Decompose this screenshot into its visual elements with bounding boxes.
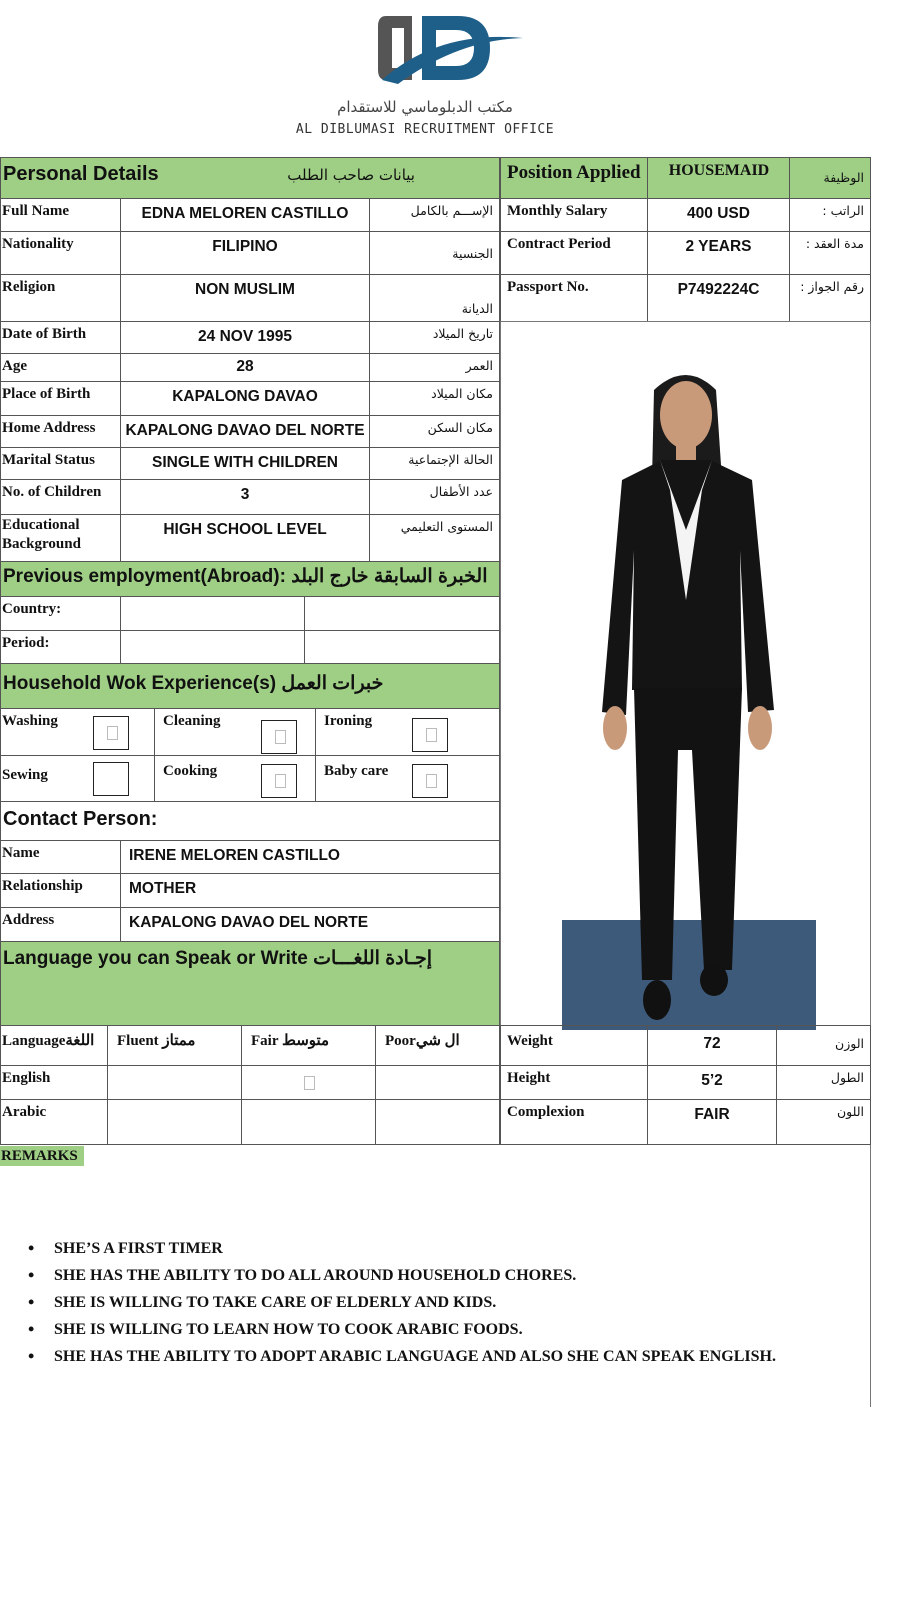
remark-item: • SHE’S A FIRST TIMER [28,1240,868,1267]
complexion-ar-cell [776,1099,871,1145]
children-value-cell [120,479,370,515]
lang-col-fair-cell [241,1025,376,1066]
age-value-cell [120,353,370,382]
previous-employment-title: Previous employment(Abroad): الخبرة السابقة خارج البلد [3,566,488,587]
country-value-cell [120,596,305,631]
nationality-label-cell [0,231,121,275]
age-label-cell [0,353,121,382]
contract-ar: مدة العقد : [805,236,864,251]
contact-name-value: IRENE MELOREN CASTILLO [129,847,340,864]
pob-value-cell [120,381,370,416]
position-value: HOUSEMAID [668,162,770,179]
children-ar: عدد الأطفال [429,484,493,499]
contact-relationship-value: MOTHER [129,880,197,897]
country-extra-cell [304,596,500,631]
full-name-value: EDNA MELOREN CASTILLO [141,205,349,222]
office-name-en: AL DIBLUMASI RECRUITMENT OFFICE [295,122,555,137]
age-label: Age [2,358,27,374]
children-ar-cell [369,479,500,515]
religion-label: Religion [2,279,56,295]
office-logo [378,10,523,86]
complexion-label-cell [500,1099,648,1145]
salary-ar-cell [789,198,871,232]
baby-care-checkbox[interactable] [412,764,448,798]
passport-ar-cell [789,274,871,322]
lang-col-fair: Fair متوسط [251,1033,330,1049]
height-label-cell [500,1065,648,1100]
pob-label: Place of Birth [2,386,91,402]
religion-ar: الديانة [461,301,493,316]
ironing-checkbox[interactable] [412,718,448,752]
height-value-cell [647,1065,777,1100]
marital-status-value-cell [120,447,370,480]
education-ar-cell [369,514,500,562]
height-ar-cell [776,1065,871,1100]
dob-label-cell [0,321,121,354]
lang-english-fair [241,1065,376,1100]
passport-label-cell [500,274,648,322]
lang-english-fluent [107,1065,242,1100]
contact-name-label: Name [2,845,40,861]
contact-address-value-cell [120,907,500,942]
washing-label: Washing [2,713,58,729]
language-title: Language you can Speak or Write إجـادة اللغـــات [3,948,433,969]
nationality-ar-cell [369,231,500,275]
lang-arabic-fluent [107,1099,242,1145]
passport-label: Passport No. [507,279,589,295]
dob-value-cell [120,321,370,354]
contract-label: Contract Period [507,236,611,252]
marital-status-label-cell [0,447,121,480]
personal-details-title: Personal Details [3,163,159,185]
lang-arabic-cell [0,1099,108,1145]
country-label: Country: [2,601,62,617]
marital-status-ar: الحالة الإجتماعية [408,452,493,467]
country-label-cell [0,596,121,631]
education-label-cell [0,514,121,562]
education-label: Educational Background [2,517,81,552]
remarks-title: REMARKS [1,1148,78,1164]
contact-address-label: Address [2,912,55,928]
salary-value: 400 USD [687,205,750,222]
remarks-right-border [870,1145,871,1407]
contact-title: Contact Person: [3,808,158,830]
baby-care-label: Baby care [324,763,389,779]
full-name-value-cell [120,198,370,232]
baby-care-cell [315,755,500,802]
pob-label-cell [0,381,121,416]
contact-address-label-cell [0,907,121,942]
contact-name-label-cell [0,840,121,874]
washing-cell [0,708,155,756]
position-applied-label: Position Applied [507,162,641,183]
contract-value: 2 YEARS [685,238,752,255]
nationality-value-cell [120,231,370,275]
salary-label: Monthly Salary [507,203,608,219]
home-address-value: KAPALONG DAVAO DEL NORTE [125,422,365,439]
full-name-label: Full Name [2,203,70,219]
contract-ar-cell [789,231,871,275]
lang-english-poor [375,1065,500,1100]
height-label: Height [507,1070,551,1086]
lang-english-label: English [2,1070,51,1086]
home-address-ar-cell [369,415,500,448]
personal-details-header [0,157,500,199]
pob-value: KAPALONG DAVAO [172,388,318,405]
contact-relationship-label: Relationship [2,878,83,894]
sewing-checkbox[interactable] [93,762,129,796]
children-label: No. of Children [2,484,102,500]
cooking-checkbox[interactable] [261,764,297,798]
office-name-ar: مكتب الدبلوماسي للاستقدام [337,98,513,116]
contract-value-cell [647,231,790,275]
lang-col-poor: Poorال شي [385,1033,460,1049]
weight-ar: الوزن [835,1036,864,1051]
lang-english-cell [0,1065,108,1100]
height-ar: الطول [830,1070,864,1085]
weight-value: 72 [703,1035,721,1052]
position-applied-label-cell [500,157,648,199]
home-address-label: Home Address [2,420,96,436]
complexion-value: FAIR [694,1106,730,1123]
household-header [0,663,500,709]
complexion-label: Complexion [507,1104,585,1120]
lang-arabic-label: Arabic [2,1104,47,1120]
passport-value: P7492224C [677,281,760,298]
children-label-cell [0,479,121,515]
position-value-cell [647,157,790,199]
contact-name-value-cell [120,840,500,874]
marital-status-value: SINGLE WITH CHILDREN [152,454,338,471]
pob-ar: مكان الميلاد [431,386,493,401]
dob-ar: تاريخ الميلاد [432,326,493,341]
home-address-label-cell [0,415,121,448]
cleaning-checkbox[interactable] [261,720,297,754]
weight-ar-cell [776,1025,871,1066]
education-ar: المستوى التعليمي [400,519,493,534]
period-label-cell [0,630,121,664]
weight-label: Weight [507,1033,553,1049]
lang-arabic-fair [241,1099,376,1145]
marital-status-ar-cell [369,447,500,480]
religion-value: NON MUSLIM [195,281,295,298]
complexion-value-cell [647,1099,777,1145]
passport-value-cell [647,274,790,322]
applicant-photo [502,330,870,1030]
education-value: HIGH SCHOOL LEVEL [163,521,327,538]
remark-item: • SHE IS WILLING TO LEARN HOW TO COOK ARABIC FOODS. [28,1321,868,1348]
passport-ar: رقم الجواز : [800,279,864,294]
nationality-value: FILIPINO [212,238,278,255]
weight-value-cell [647,1025,777,1066]
household-title: Household Wok Experience(s) خبرات العمل [3,673,384,694]
nationality-ar: الجنسية [452,246,493,261]
cleaning-label: Cleaning [163,713,221,729]
sewing-cell [0,755,155,802]
full-name-ar-cell [369,198,500,232]
contact-header [0,801,500,841]
full-name-ar: الإســـم بالكامل [410,203,493,218]
cooking-label: Cooking [163,763,218,779]
period-extra-cell [304,630,500,664]
lang-col-fluent: Fluent ممتاز [117,1033,196,1049]
washing-checkbox[interactable] [93,716,129,750]
contact-relationship-label-cell [0,873,121,908]
nationality-label: Nationality [2,236,74,252]
position-ar-cell [789,157,871,199]
education-value-cell [120,514,370,562]
language-header [0,941,500,1026]
lang-english-fair-checkbox[interactable] [304,1076,315,1090]
contract-label-cell [500,231,648,275]
age-value: 28 [236,358,254,375]
religion-value-cell [120,274,370,322]
marital-status-label: Marital Status [2,452,95,468]
ironing-cell [315,708,500,756]
lang-arabic-poor [375,1099,500,1145]
age-ar-cell [369,353,500,382]
salary-label-cell [500,198,648,232]
dob-label: Date of Birth [2,326,87,342]
salary-value-cell [647,198,790,232]
religion-ar-cell [369,274,500,322]
sewing-label: Sewing [2,767,48,783]
remark-item: • SHE IS WILLING TO TAKE CARE OF ELDERLY AND KIDS. [28,1294,868,1321]
home-address-ar: مكان السكن [427,420,493,435]
remarks-list [28,1240,868,1375]
lang-col-language-cell [0,1025,108,1066]
contact-address-value: KAPALONG DAVAO DEL NORTE [129,914,369,931]
remark-item: • SHE HAS THE ABILITY TO ADOPT ARABIC LANGUAGE AND ALSO SHE CAN SPEAK ENGLISH. [28,1348,868,1375]
religion-label-cell [0,274,121,322]
children-value: 3 [240,486,250,503]
period-value-cell [120,630,305,664]
ironing-label: Ironing [324,713,373,729]
lang-col-language: Languageاللغة [2,1033,95,1049]
lang-col-poor-cell [375,1025,500,1066]
previous-employment-header [0,561,500,597]
complexion-ar: اللون [836,1104,864,1119]
salary-ar: الراتب : [822,203,864,218]
personal-details-title-ar: بيانات صاحب الطلب [287,166,415,184]
pob-ar-cell [369,381,500,416]
home-address-value-cell [120,415,370,448]
weight-label-cell [500,1025,648,1066]
dob-ar-cell [369,321,500,354]
remarks-header [0,1146,84,1166]
height-value: 5’2 [701,1072,723,1089]
period-label: Period: [2,635,50,651]
contact-relationship-value-cell [120,873,500,908]
dob-value: 24 NOV 1995 [198,328,292,345]
lang-col-fluent-cell [107,1025,242,1066]
position-ar: الوظيفة [823,170,864,185]
full-name-label-cell [0,198,121,232]
age-ar: العمر [465,358,493,373]
remark-item: • SHE HAS THE ABILITY TO DO ALL AROUND HOUSEHOLD CHORES. [28,1267,868,1294]
